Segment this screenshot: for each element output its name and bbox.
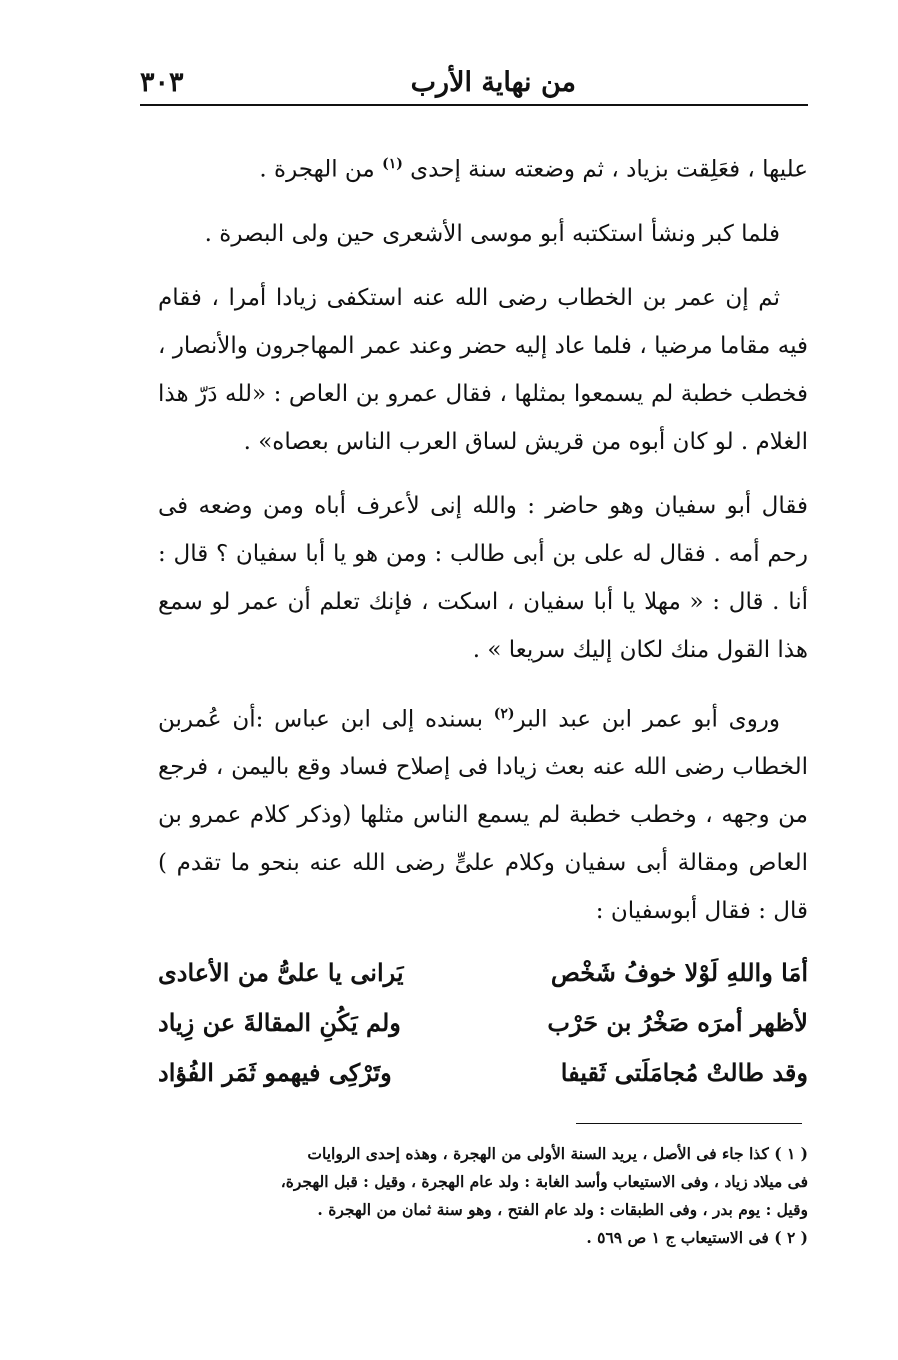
- verse-first-hemistich: وقد طالتْ مُجامَلَتى ثَقيفا: [560, 1058, 808, 1087]
- paragraph-1-text: عليها ، فعَلِقت بزياد ، ثم وضعته سنة إحدى: [410, 156, 808, 183]
- page-number: ٣٠٣: [140, 66, 184, 98]
- paragraph-3: ثم إن عمر بن الخطاب رضى الله عنه استكفى زيادا أمرا ، فقام فيه مقاما مرضيا ، فلما عاد إليه حضر وعند عمر المهاجرون والأنصار ، فخطب خطبة لم يسمعوا بمثلها ، فقال عمرو بن العاص : «لله دَرّ هذا الغلام . لو كان أبوه من قريش لساق العرب الناس بعصاه» .: [158, 284, 808, 455]
- paragraph-2: فلما كبر ونشأ استكتبه أبو موسى الأشعرى حين ولى البصرة .: [204, 220, 780, 247]
- footnotes: [158, 1140, 808, 1252]
- footnote-marker-2: (٢): [493, 705, 515, 722]
- header-rule: [140, 104, 808, 106]
- paragraph-1-end: من الهجرة .: [259, 156, 375, 183]
- paragraph-5-rest: بسنده إلى ابن عباس :أن عُمربن الخطاب رضى الله عنه بعث زيادا فى إصلاح فساد وقع باليمن ، فرجع من وجهه ، وخطب خطبة لم يسمع الناس مثلها (وذكر كلام عمرو بن العاص ومقالة أبى سفيان وكلام علىٍّ رضى الله عنه بنحو ما تقدم ) قال : فقال أبوسفيان :: [158, 706, 808, 925]
- poem-verse: [158, 1048, 808, 1098]
- verse-second-hemistich: وتَرْكِى فيهمو ثَمَر الفُؤاد: [158, 1058, 392, 1087]
- verse-second-hemistich: ولم يَكُنِ المقالةَ عن زِياد: [158, 1008, 401, 1037]
- footnote-2: ( ٢ ) فى الاستيعاب ج ١ ص ٥٦٩ .: [586, 1228, 808, 1247]
- page-header: [140, 62, 808, 102]
- footnote-marker-1: (١): [382, 156, 403, 172]
- paragraph-5: [158, 690, 808, 936]
- paragraph-4: فقال أبو سفيان وهو حاضر : والله إنى لأعرف أباه ومن وضعه فى رحم أمه . فقال له على بن أبى طالب : ومن هو يا أبا سفيان ؟ قال : أنا . قال : « مهلا يا أبا سفيان ، اسكت ، فإنك تعلم أن عمر لو سمع هذا القول منك لكان إليك سريعا » .: [158, 492, 808, 663]
- footnote-rule: [576, 1123, 802, 1124]
- verse-first-hemistich: أمَا واللهِ لَوْلا خوفُ شَخْص: [550, 958, 808, 987]
- verse-second-hemistich: يَرانى يا علىُّ من الأعادى: [158, 958, 404, 987]
- verse-first-hemistich: لأظهر أمرَه صَخْرُ بن حَرْب: [547, 1008, 808, 1037]
- paragraph-5-start: وروى أبو عمر ابن عبد البر: [514, 706, 781, 733]
- poem-verse: [158, 998, 808, 1048]
- paragraph-1: [158, 140, 808, 194]
- footnote-1-line: فى ميلاد زياد ، وفى الاستيعاب وأسد الغابة : ولد عام الهجرة ، وقيل : قبل الهجرة،: [280, 1172, 808, 1191]
- poem-verse: [158, 948, 808, 998]
- footnote-1-line: وقيل : يوم بدر ، وفى الطبقات : ولد عام الفتح ، وهو سنة ثمان من الهجرة .: [317, 1200, 808, 1219]
- running-title: من نهاية الأرب: [410, 66, 576, 98]
- footnote-1-line: ( ١ ) كذا جاء فى الأصل ، يريد السنة الأولى من الهجرة ، وهذه إحدى الروايات: [307, 1144, 808, 1163]
- main-text: [158, 140, 808, 951]
- poem: [158, 948, 808, 1098]
